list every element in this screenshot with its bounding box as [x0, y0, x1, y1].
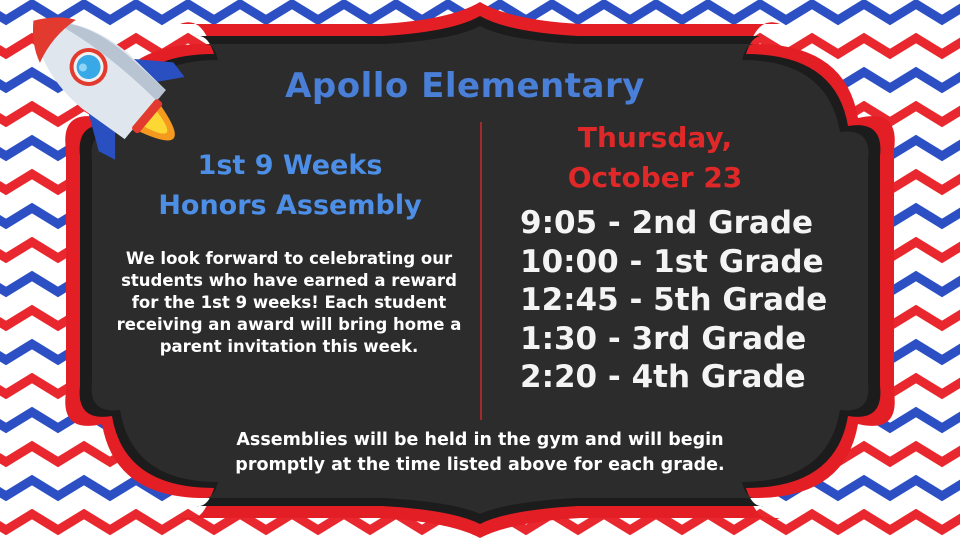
schedule-grade: 4th Grade: [631, 359, 806, 395]
schedule-time: 9:05: [520, 205, 598, 241]
event-title: [130, 146, 450, 226]
schedule-item: 9:05 - 2nd Grade: [520, 205, 814, 241]
schedule-time: 10:00: [520, 243, 619, 280]
event-date: [540, 118, 770, 198]
event-description: We look forward to celebrating our students who have earned a reward for the 1st 9 weeks! Each student receiving an award will bring home a parent invitation this week.: [116, 249, 462, 356]
schedule-grade: 2nd Grade: [631, 205, 814, 241]
schedule-time: 2:20: [520, 359, 598, 395]
date-line1: Thursday,: [577, 121, 733, 154]
date-line2: October 23: [567, 161, 743, 194]
schedule-item: 1:30 - 3rd Grade: [520, 320, 807, 357]
event-title-line1: 1st 9 Weeks: [197, 150, 383, 181]
schedule-item: 2:20 - 4th Grade: [520, 359, 806, 395]
schedule-grade: 5th Grade: [653, 282, 828, 318]
schedule-time: 12:45: [520, 282, 619, 318]
school-name: Apollo Elementary: [285, 66, 645, 106]
event-title-line2: Honors Assembly: [158, 190, 422, 221]
schedule-grade: 1st Grade: [653, 243, 824, 280]
schedule-time: 1:30: [520, 320, 598, 357]
schedule-grade: 3rd Grade: [631, 320, 807, 357]
schedule-item: 12:45 - 5th Grade: [520, 282, 828, 318]
assembly-schedule: [520, 204, 827, 397]
schedule-item: 10:00 - 1st Grade: [520, 243, 824, 280]
footer-note: Assemblies will be held in the gym and will begin promptly at the time listed above for each grade.: [235, 430, 725, 475]
